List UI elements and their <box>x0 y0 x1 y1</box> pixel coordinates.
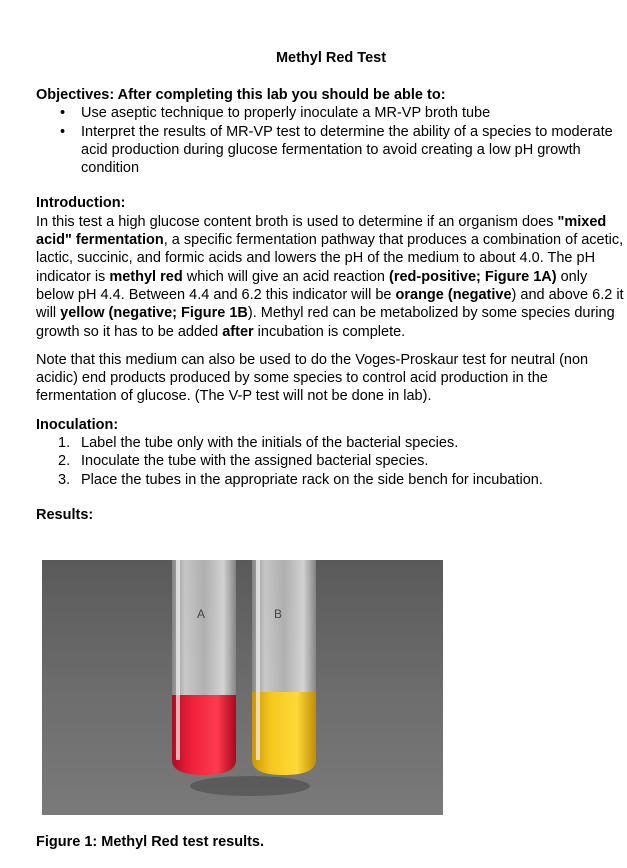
bullet-icon: • <box>60 105 66 122</box>
list-item <box>36 123 626 178</box>
document-body <box>36 86 626 524</box>
inoculation-heading: Inoculation: <box>36 416 119 433</box>
figure-caption: Figure 1: Methyl Red test results. <box>36 834 265 850</box>
page-title: Methyl Red Test <box>275 50 387 66</box>
objectives-heading: Objectives: After completing this lab you should be able to: <box>36 87 446 103</box>
results-photo <box>42 560 443 815</box>
results-heading: Results: <box>36 506 94 523</box>
objective-text: Interpret the results of MR-VP test to determine the ability of a species to moderate acid production during glucose fermentation to avoid creating a low pH growth condition <box>81 123 613 177</box>
list-item <box>36 104 626 122</box>
objective-text: Use aseptic technique to properly inoculate a MR-VP broth tube <box>81 105 491 122</box>
introduction-paragraph: In this test a high glucose content broth is used to determine if an organism does "mixed acid" fermentation, a specific fermentation pathway that produces a combination of acetic, lactic, succinic, and formic acids and lowers the pH of the medium to about 4.0. The pH indicator is methyl red which will give an acid reaction (red-positive; Figure 1A) only below pH 4.4. Between 4.4 and 6.2 this indicator will be orange (negative) and above 6.2 it will yellow (negative; Figure 1B). Methyl red can be metabolized by some species during growth so it has to be added after incubation is complete. <box>36 213 624 340</box>
tube-label-a: A <box>197 607 206 621</box>
bullet-icon: • <box>60 123 66 140</box>
tube-label-b: B <box>274 607 283 621</box>
list-item: 2. Inoculate the tube with the assigned bacterial species. <box>58 453 429 470</box>
objectives-list <box>36 104 626 177</box>
introduction-heading: Introduction: <box>36 195 126 212</box>
tube-a <box>172 560 236 775</box>
tube-b <box>252 560 316 775</box>
list-item: 3. Place the tubes in the appropriate rack on the side bench for incubation. <box>58 471 543 488</box>
note-paragraph: Note that this medium can also be used to do the Voges-Proskaur test for neutral (non acidic) end products produced by some species to control acid production in the fermentation of glucose. (The V-P test will not be done in lab). <box>36 351 589 405</box>
list-item: 1. Label the tube only with the initials of the bacterial species. <box>58 435 459 452</box>
inoculation-steps <box>36 434 626 489</box>
